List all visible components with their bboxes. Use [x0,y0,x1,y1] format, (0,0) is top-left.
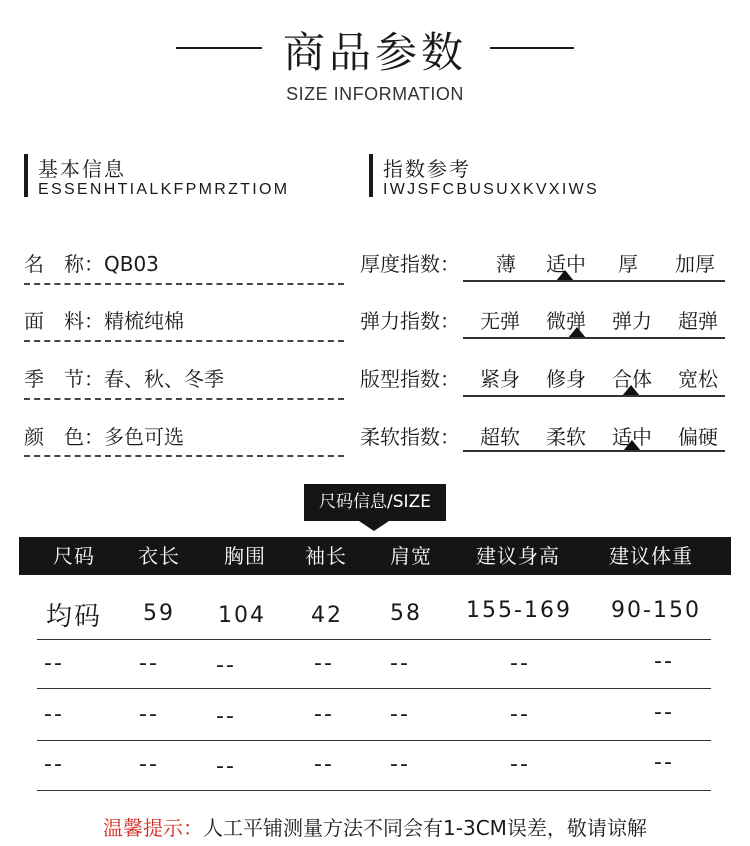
table-cell: -- [654,750,674,775]
index-thickness-scale [463,280,725,282]
table-cell: 均码 [45,602,102,632]
table-row-divider [37,740,711,741]
info-divider [24,398,344,400]
page-subtitle: SIZE INFORMATION [286,84,464,104]
info-fabric: 面 料：精梳纯棉 [24,309,184,333]
info-divider [24,283,344,285]
index-fit-option: 修身 [546,367,586,391]
size-info-tag-pointer [359,521,389,531]
index-fit-scale [463,395,725,397]
index-section-subtitle: IWJSFCBUSUXKVXIWS [383,181,600,198]
table-cell: -- [139,702,159,727]
table-cell: -- [44,651,64,676]
table-cell: -- [390,702,410,727]
index-elasticity-option: 超弹 [678,309,718,333]
table-cell: -- [314,651,334,676]
index-softness-option: 适中 [612,425,652,449]
table-cell: 58 [390,601,422,626]
note-text: 人工平铺测量方法不同会有1-3CM误差，敬请谅解 [203,816,647,840]
table-row-divider [37,688,711,689]
table-cell: -- [314,752,334,777]
index-section-title: 指数参考 [383,157,471,181]
index-fit-label: 版型指数： [360,367,460,391]
index-elasticity-option: 弹力 [612,309,652,333]
basic-section-bar [24,154,28,197]
index-elasticity-option: 微弹 [546,309,586,333]
index-thickness-option: 适中 [546,252,586,276]
table-cell: 42 [311,603,343,628]
index-softness-option: 柔软 [546,425,586,449]
table-cell: -- [139,752,159,777]
table-cell: -- [314,702,334,727]
table-cell: 155-169 [466,598,572,623]
index-softness-option: 超软 [480,425,520,449]
table-cell: -- [216,653,236,678]
index-thickness-option: 厚 [618,252,638,276]
index-softness-scale [463,450,725,452]
index-fit-option: 宽松 [678,367,718,391]
page-title: 商品参数 [0,20,750,80]
size-table-header-cell: 建议体重 [609,544,693,568]
index-elasticity-scale [463,337,725,339]
measurement-note [0,812,750,841]
info-color: 颜 色：多色可选 [24,425,184,449]
table-row-divider [37,639,711,640]
info-divider [24,340,344,342]
note-label: 温馨提示： [103,816,204,840]
size-table-header-cell: 胸围 [224,544,266,568]
index-thickness-option: 薄 [496,252,516,276]
table-cell: -- [44,752,64,777]
size-table-header-cell: 建议身高 [476,544,560,568]
table-cell: 59 [143,601,175,626]
size-table-header-cell: 衣长 [138,544,180,568]
table-cell: -- [44,702,64,727]
index-elasticity-option: 无弹 [480,309,520,333]
table-row-divider [37,790,711,791]
index-thickness-label: 厚度指数： [360,252,460,276]
table-cell: -- [390,752,410,777]
info-season: 季 节：春、秋、冬季 [24,367,224,391]
table-cell: -- [390,651,410,676]
size-table-header [19,537,731,575]
table-cell: 90-150 [611,598,701,623]
table-cell: -- [654,700,674,725]
table-cell: -- [216,754,236,779]
index-thickness-option: 加厚 [675,252,715,276]
size-table-header-cell: 袖长 [305,544,347,568]
table-cell: -- [654,649,674,674]
size-table-header-cell: 尺码 [53,544,95,568]
index-fit-option: 合体 [612,367,652,391]
table-cell: -- [139,651,159,676]
size-table-header-cell: 肩宽 [390,544,432,568]
table-cell: -- [216,704,236,729]
index-elasticity-label: 弹力指数： [360,309,460,333]
info-divider [24,455,344,457]
size-info-tag: 尺码信息/SIZE [304,484,446,521]
index-section-bar [369,154,373,197]
index-softness-label: 柔软指数： [360,425,460,449]
info-name: 名 称：QB03 [24,252,159,276]
index-softness-option: 偏硬 [678,425,718,449]
table-cell: 104 [218,603,266,628]
table-cell: -- [510,702,530,727]
table-cell: -- [510,752,530,777]
index-fit-option: 紧身 [480,367,520,391]
basic-section-title: 基本信息 [38,157,126,181]
basic-section-subtitle: ESSENHTIALKFPMRZTIOM [38,181,290,198]
table-cell: -- [510,651,530,676]
